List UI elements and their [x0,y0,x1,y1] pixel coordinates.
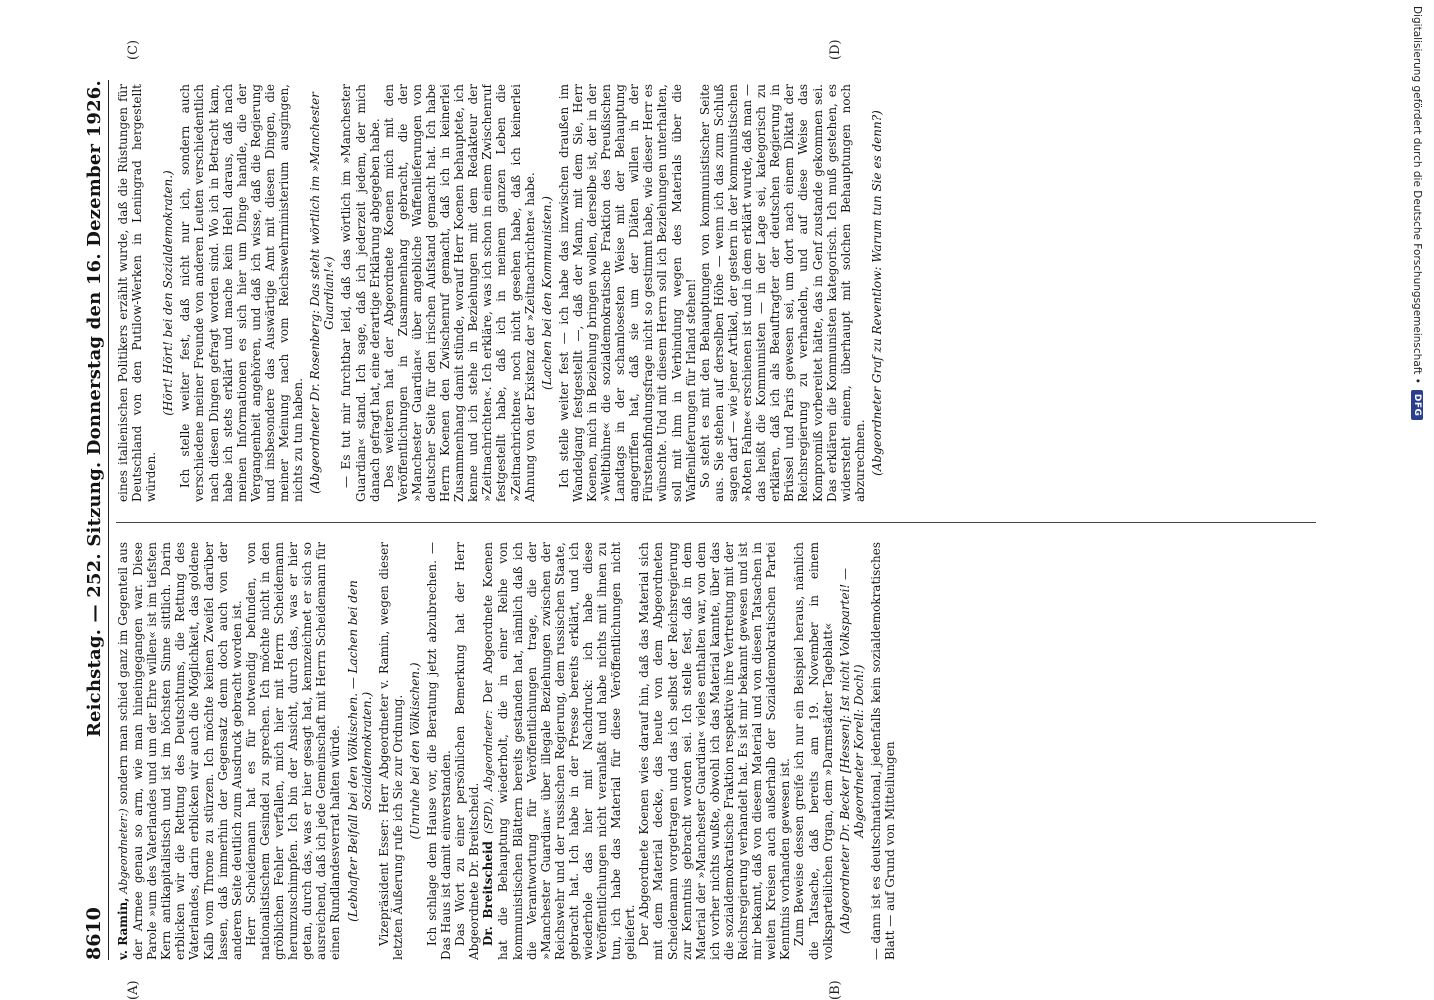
interjection: (Lachen bei den Kommunisten.) [539,196,554,390]
page-title: Reichstag. — 252. Sitzung. Donnerstag den 16. Dezember 1926. [83,80,105,738]
interjection: (Abgeordneter Graf zu Reventlow: Warum tun Sie es denn?) [869,110,884,476]
paragraph: Vizepräsident Esser: Herr Abgeordneter v. Ramin, wegen dieser letzten Äußerung rufe ich Sie zur Ordnung. [376,542,405,960]
paragraph: — dann ist es deutschnational, jedenfalls kein sozialdemokratisches Blatt — auf Grund von Mitteilungen [868,542,897,960]
speaker-name: v. Ramin, [116,897,130,960]
speaker-name: Dr. Breitscheid [481,841,496,946]
paragraph: Ich stelle weiter fest — ich habe das inzwischen draußen im Wandelgang festgestellt —, daß der Mann, mit dem Sie, Herr Koenen, mich in Beziehung bringen wollen, derselbe ist, der in der »Weltbühne« die sozialdemokratische Fraktion des Preußischen Landtags in der schamlosesten Weise mit der Behauptung angegriffen hat, daß sie um der Diäten willen in der Fürstenabfindungsfrage nicht so gestimmt habe, wie dieser Herr es wünschte. Und mit diesem Herrn soll ich Beziehungen unterhalten, soll mit ihm in Verbindung wegen des Materials über die Waffenlieferungen für Irland stehen! [556,84,698,502]
interjection: (Hört! Hört! bei den Sozialdemokraten.) [161,170,176,416]
paragraph: Des weiteren hat der Abgeordnete Koenen mich mit den Veröffentlichungen in Zusammenhang gebracht, die der »Manchester Guardian« über angebliche Waffenlieferungen von deutscher Seite für den irischen Aufstand gemacht hat. Ich habe Herrn Koenen den Zwischenruf gemacht, daß ich in keinerlei Zusammenhang damit stünde, worauf Herr Koenen behauptete, ich kenne und ich stehe in Beziehungen mit dem Redakteur der »Zeitnachrichten«. Ich erkläre, was ich schon in einem Zwischenruf festgestellt habe, daß ich in meinem ganzen Leben die »Zeitnachrichten« noch nicht gesehen habe, daß ich keinerlei Ahnung von der Existenz der »Zeitnachrichten« habe. [381,84,537,502]
paragraph: — Es tut mir furchtbar leid, daß das wörtlich im »Manchester Guardian« stand. Ich sage, daß ich jederzeit jedem, der mich danach gefragt hat, eine derartige Erklärung abgegeben habe. [339,84,382,502]
paragraph: Das Wort zu einer persönlichen Bemerkung hat der Herr Abgeordnete Dr. Breitscheid. [453,542,482,960]
margin-label-b: (B) [828,980,843,1000]
paragraph [481,542,637,960]
paragraph: Zum Beweise dessen greife ich nur ein Beispiel heraus, nämlich die Tatsache, daß bereits am 19. November in einem volksparteilichen Organ, dem »Darmstädter Tageblatt« [792,542,835,960]
paragraph: Ich stelle weiter fest, daß nicht nur ich, sondern auch verschiedene meiner Freunde von anderen Leuten verschiedentlich nach diesen Dingen gefragt worden sind. Wo ich in Betracht kam, habe ich stets erklärt und mache kein Hehl daraus, daß nach meinen Informationen es sich hier um Dinge handle, die der Vergangenheit angehören, und daß ich wisse, daß die Regierung und insbesondere das Auswärtige Amt mit diesen Dingen, die meiner Meinung nach vom Reichswehrministerium ausgingen, nichts zu tun haben. [178,84,306,502]
paragraph: Herr Scheidemann hat es für notwendig befunden, von nationalistischem Gesindel zu sprechen. Ich möchte nicht in den gröblichen Fehler verfallen, mich hier mit Herrn Scheidemann herumzuschimpfen. Ich bin der Ansicht, durch das, was er hier getan, durch das, was er hier gesagt hat, kennzeichnet er sich so ausreichend, daß ich jede Gemeinschaft mit Herrn Scheidemann für einen Rundlandesverrat halten würde. [243,542,343,960]
margin-label-c: (C) [126,39,141,60]
page-number: 8610 [83,907,105,960]
credit-text: Digitalisierung gefördert durch die Deutsche Forschungsgemeinschaft • [1411,6,1423,384]
margin-label-d: (D) [828,39,843,60]
interjection: (Lebhafter Beifall bei den Völkischen. — Lachen bei den Sozialdemokraten.) [345,580,374,922]
dfg-logo-icon: DFG [1411,390,1423,421]
rotated-page [80,39,1360,1000]
paragraph: Ich schlage dem Hause vor, die Beratung jetzt abzubrechen. — Das Haus ist damit einverstanden. [424,542,454,960]
right-column [116,84,1326,502]
paragraph-text: sondern man schied ganz im Gegenteil aus der Armee genau so arm, wie man hineingegangen war. Diese Parole »um des Vaterlandes und um der Ehre willen« ist im tiefsten Kern antikapitalistisch und ist im höchsten Sinne sittlich. Darin erblicken wir die Rettung des Deutschtums, die Rettung des Vaterlandes, darin erblicken wir auch die Möglichkeit, das goldene Kalb vom Throne zu stürzen. Ich möchte keinen Zweifel darüber lassen, daß immerhin der Gegensatz denn doch auch von der anderen Seite deutlich zum Ausdruck gebracht worden ist. [116,542,244,960]
paragraph: So steht es mit den Behauptungen von kommunistischer Seite aus. Sie stehen auf derselben Höhe — wenn ich das zum Schluß sagen darf — wie jener Artikel, der gestern in der kommunistischen »Roten Fahne« erschienen ist und in dem erklärt wurde, daß man — das heißt die Kommunisten — in der Lage sei, kategorisch zu erklären, daß ich als Beauftragter der deutschen Regierung in Brüssel und Paris gewesen sei, um dort nach einem Diktat der Reichsregierung zu verhandeln, und auf diese Weise das Kompromiß vorbereitet hätte, das in Genf zustande gekommen sei. Das erklären die Kommunisten kategorisch. Ich muß gestehen, es widersteht einem, überhaupt mit solchen Behauptungen noch abzurechnen. [697,84,867,502]
digitization-credit [1406,6,1428,996]
column-divider [116,522,1316,523]
paragraph: Der Abgeordnete Koenen wies darauf hin, daß das Material sich mit dem Material decke, das heute von dem Abgeordneten Scheidemann vorgetragen und das ich selbst der Reichsregierung zur Kenntnis gebracht worden sei. Ich stelle fest, daß in dem Material der »Manchester Guardian« vieles enthalten war, von dem ich vorher nichts wußte, obwohl ich das Material kannte, über das die sozialdemokratische Fraktion respektive ihre Vertretung mit der Reichsregierung verhandelt hat. Es ist mir bekannt gewesen und ist mir bekannt, daß von diesem Material und von diesen Tatsachen in weiten Kreisen auch außerhalb der Sozialdemokratischen Partei Kenntnis vorhanden gewesen ist. [637,542,793,960]
margin-label-a: (A) [126,980,141,1000]
speaker-role: Abgeordneter:) [117,808,130,894]
paragraph-text: Der Abgeordnete Koenen hat die Behauptung wiederholt, die in einer Reihe von kommunistischen Blättern bereits gestanden hat, nämlich daß ich die Verantwortung für Veröffentlichungen trage, die der »Manchester Guardian« über illegale Beziehungen zwischen der Reichswehr und der russischen Regierung, dem russischen Staate, gebracht hat. Ich habe in der Presse bereits erklärt, und ich wiederhole das hier mit Nachdruck: ich habe diese Veröffentlichungen nicht veranlaßt und habe nichts mit ihnen zu tun, ich habe das Material für diese Veröffentlichungen nicht geliefert. [481,542,638,960]
interjection: (Abgeordneter Dr. Becker [Hessen]: Ist nicht Volkspartei! — Abgeordneter Korell: Doch!) [837,567,866,935]
left-column [116,542,1326,960]
interjection: (Unruhe bei den Völkischen.) [407,662,422,840]
page-header [80,80,109,960]
speaker-role: (SPD), Abgeordneter: [482,710,496,834]
paragraph: eines italienischen Politikers erzählt wurde, daß die Rüstungen für Deutschland von den Putilow-Werken in Leningrad hergestellt würden. [116,84,159,502]
paragraph [116,542,244,960]
interjection: (Abgeordneter Dr. Rosenberg: Das steht wörtlich im »Manchester Guardian!«) [308,92,337,494]
